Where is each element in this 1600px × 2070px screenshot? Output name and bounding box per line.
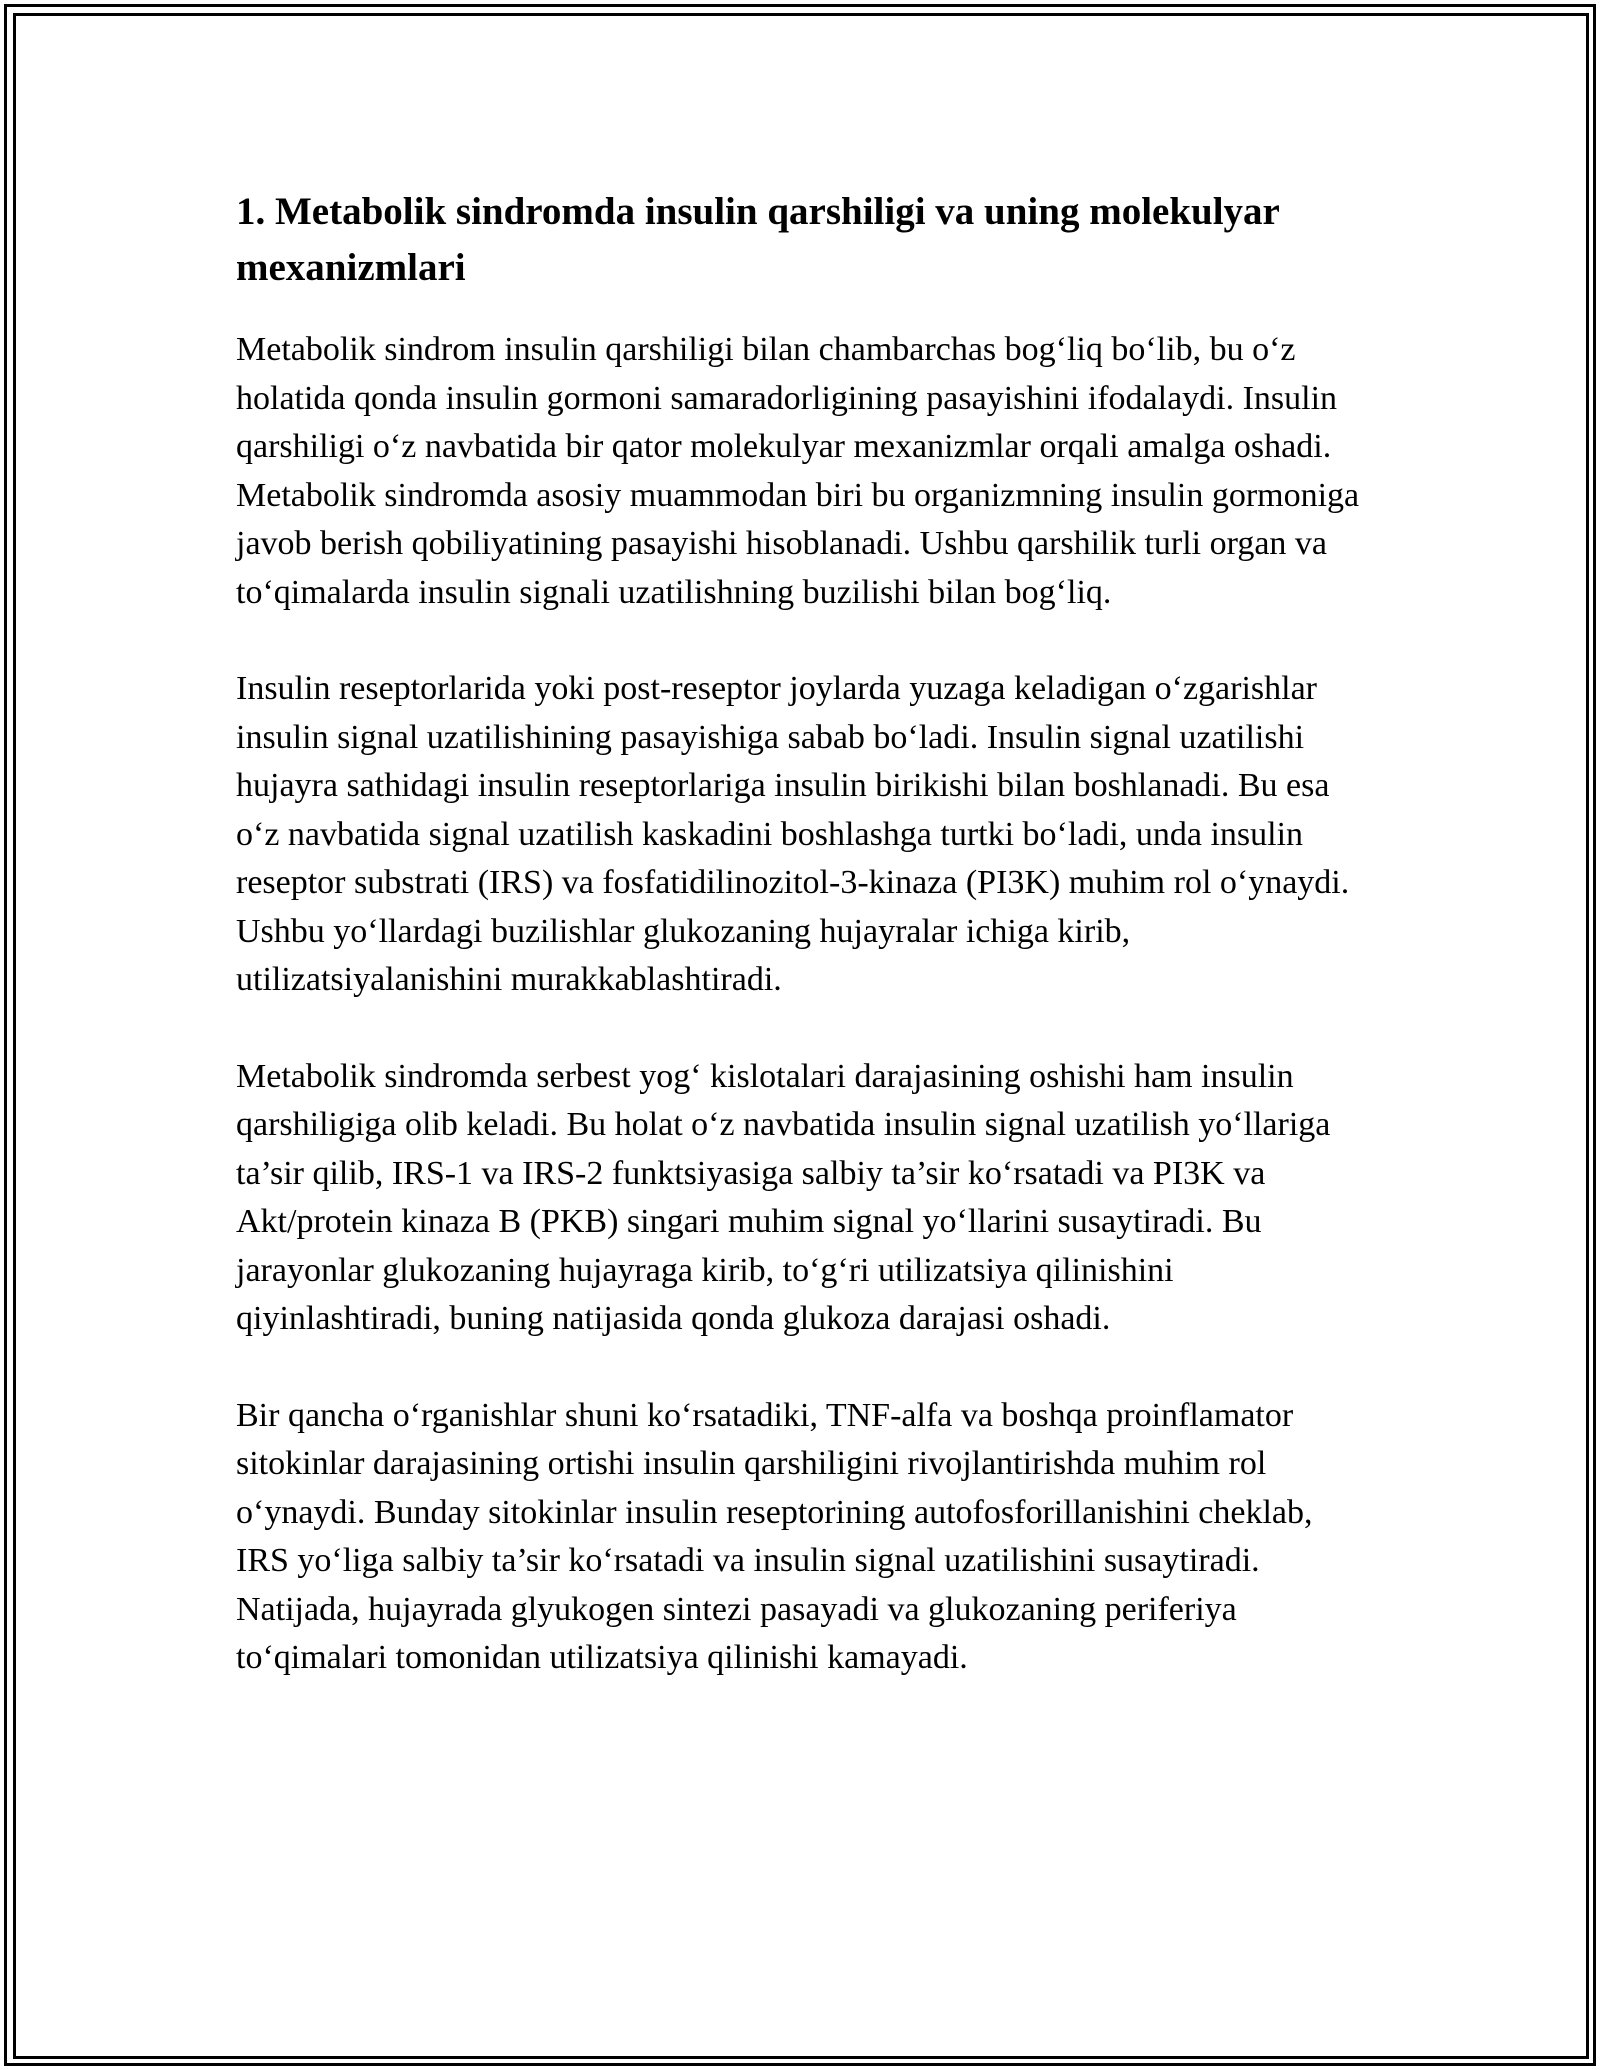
paragraph-3: Metabolik sindromda serbest yog‘ kislotalari darajasining oshishi ham insulin qarshiligiga olib keladi. Bu holat o‘z navbatida insulin signal uzatilish yo‘llariga ta’sir qilib, IRS-1 va IRS-2 funktsiyasiga salbiy ta’sir ko‘rsatadi va PI3K va Akt/protein kinaza B (PKB) singari muhim signal yo‘llarini susaytiradi. Bu jarayonlar glukozaning hujayraga kirib, to‘g‘ri utilizatsiya qilinishini qiyinlashtiradi, buning natijasida qonda glukoza darajasi oshadi. — [236, 1057, 1331, 1337]
paragraph-2: Insulin reseptorlarida yoki post-reseptor joylarda yuzaga keladigan o‘zgarishlar insulin signal uzatilishining pasayishiga sabab bo‘ladi. Insulin signal uzatilishi hujayra sathidagi insulin reseptorlariga insulin birikishi bilan boshlanadi. Bu esa o‘z navbatida signal uzatilish kaskadini boshlashga turtki bo‘ladi, unda insulin reseptor substrati (IRS) va fosfatidilinozitol-3-kinaza (PI3K) muhim rol o‘ynaydi. Ushbu yo‘llardagi buzilishlar glukozaning hujayralar ichiga kirib, utilizatsiyalanishini murakkablashtiradi. — [236, 670, 1350, 998]
paragraph-4: Bir qancha o‘rganishlar shuni ko‘rsatadiki, TNF-alfa va boshqa proinflamator sitokinlar darajasining ortishi insulin qarshiligini rivojlantirishda muhim rol o‘ynaydi. Bunday sitokinlar insulin reseptorining autofosforillanishini cheklab, IRS yo‘liga salbiy ta’sir ko‘rsatadi va insulin signal uzatilishini susaytiradi. Natijada, hujayrada glyukogen sintezi pasayadi va glukozaning periferiya to‘qimalari tomonidan utilizatsiya qilinishi kamayadi. — [236, 1396, 1313, 1676]
document-body — [236, 184, 1366, 1731]
paragraph-1: Metabolik sindrom insulin qarshiligi bilan chambarchas bog‘liq bo‘lib, bu o‘z holatida qonda insulin gormoni samaradorligining pasayishini ifodalaydi. Insulin qarshiligi o‘z navbatida bir qator molekulyar mexanizmlar orqali amalga oshadi. Metabolik sindromda asosiy muammodan biri bu organizmning insulin gormoniga javob berish qobiliyatining pasayishi hisoblanadi. Ushbu qarshilik turli organ va to‘qimalarda insulin signali uzatilishning buzilishi bilan bog‘liq. — [236, 331, 1360, 611]
section-heading: 1. Metabolik sindromda insulin qarshiligi va uning molekulyar mexanizmlari — [236, 190, 1280, 289]
